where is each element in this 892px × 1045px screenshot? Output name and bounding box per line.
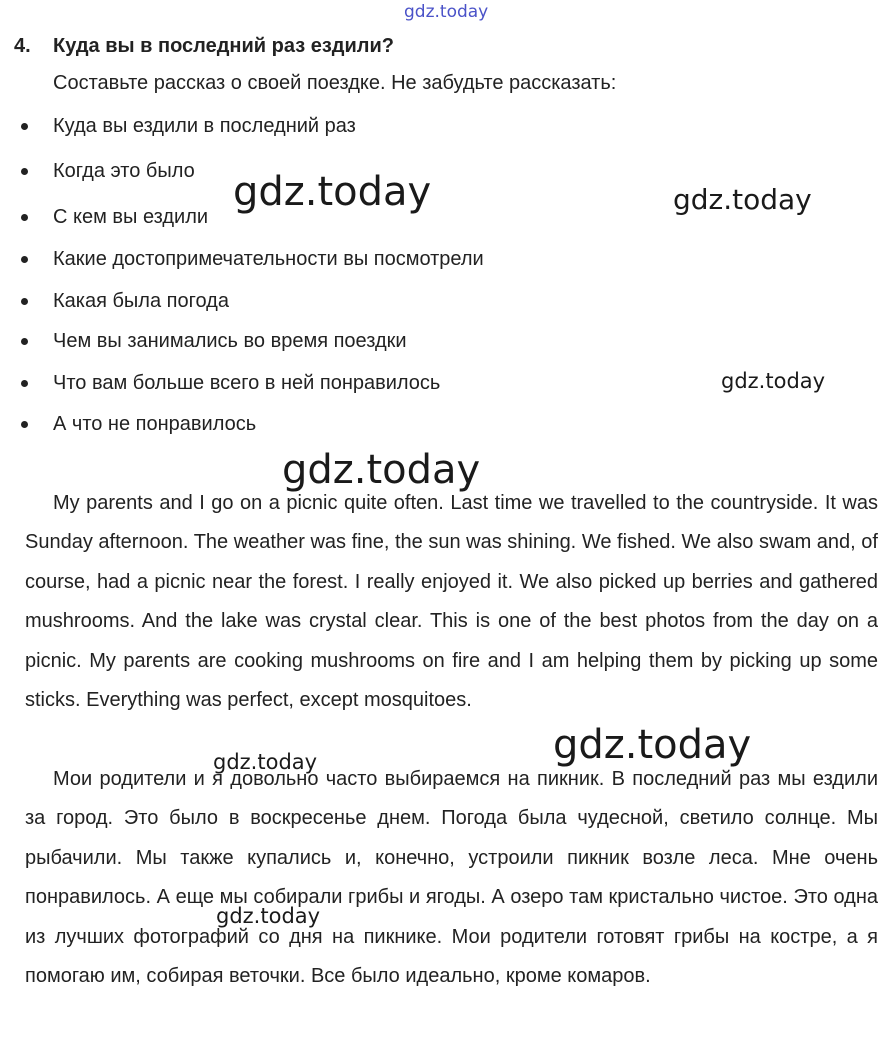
- bullet-icon: [21, 256, 28, 263]
- list-item-text: Чем вы занимались во время поездки: [53, 330, 407, 352]
- watermark: gdz.today: [553, 722, 752, 768]
- watermark: gdz.today: [213, 750, 318, 774]
- bullet-icon: [21, 421, 28, 428]
- watermark-top: gdz.today: [404, 2, 489, 22]
- task-number: 4.: [14, 35, 31, 57]
- story-english: My parents and I go on a picnic quite often. Last time we travelled to the countryside. It was Sunday afternoon. The weather was fine, the sun was shining. We fished. We also swam and, of course, had a picnic near the forest. I really enjoyed it. We also picked up berries and gathered mushrooms. And the lake was crystal clear. This is one of the best photos from the day on a picnic. My parents are cooking mushrooms on fire and I am helping them by picking up some sticks. Everything was perfect, except mosquitoes.: [25, 492, 878, 712]
- list-item-text: Какие достопримечательности вы посмотрели: [53, 248, 484, 270]
- bullet-icon: [21, 168, 28, 175]
- watermark: gdz.today: [216, 904, 321, 928]
- list-item-text: Куда вы ездили в последний раз: [53, 115, 356, 137]
- watermark: gdz.today: [721, 369, 826, 393]
- task-title: Куда вы в последний раз ездили?: [53, 35, 394, 57]
- watermark: gdz.today: [233, 169, 432, 215]
- bullet-icon: [21, 123, 28, 130]
- bullet-icon: [21, 214, 28, 221]
- list-item-text: Когда это было: [53, 160, 195, 182]
- story-russian: Мои родители и я довольно часто выбираемся на пикник. В последний раз мы ездили за город. Это было в воскресенье днем. Погода была чудесной, светило солнце. Мы рыбачили. Мы также купались и, конечно, устроили пикник возле леса. Мне очень понравилось. А еще мы собирали грибы и ягоды. А озеро там кристально чистое. Это одна из лучших фотографий со дня на пикнике. Мои родители готовят грибы на костре, а я помогаю им, собирая веточки. Все было идеально, кроме комаров.: [25, 768, 878, 988]
- watermark: gdz.today: [673, 183, 812, 216]
- bullet-icon: [21, 338, 28, 345]
- bullet-icon: [21, 380, 28, 387]
- list-item-text: С кем вы ездили: [53, 206, 209, 228]
- list-item-text: Какая была погода: [53, 290, 229, 312]
- list-item-text: А что не понравилось: [53, 413, 257, 435]
- task-instruction: Составьте рассказ о своей поездке. Не забудьте рассказать:: [53, 72, 617, 94]
- bullet-icon: [21, 298, 28, 305]
- watermark: gdz.today: [282, 447, 481, 493]
- list-item-text: Что вам больше всего в ней понравилось: [53, 372, 441, 394]
